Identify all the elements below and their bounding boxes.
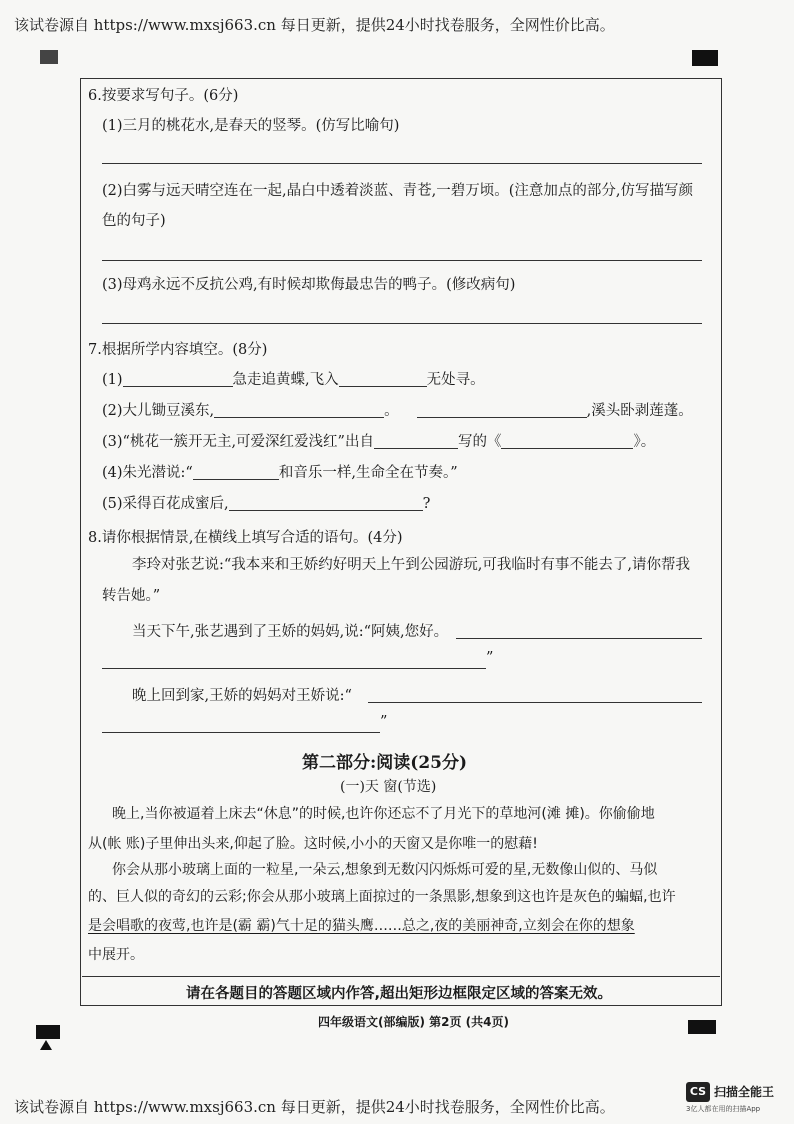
q8-close-quote: ”	[486, 650, 494, 666]
q6-s2b: 色的句子)	[102, 213, 166, 229]
q6-s3: (3)母鸡永远不反抗公鸡,有时候却欺侮最忠告的鸭子。(修改病句)	[102, 277, 516, 293]
q8-p1a: 李玲对张艺说:“我本来和王娇约好明天上午到公园游玩,可我临时有事不能去了,请你帮我	[132, 557, 691, 573]
answer-line[interactable]	[368, 702, 702, 703]
answer-line[interactable]	[456, 638, 702, 639]
blank-field[interactable]	[339, 372, 427, 387]
q7-l2a: (2)大儿锄豆溪东,	[102, 403, 215, 419]
scanner-logo-icon: CS	[686, 1082, 710, 1102]
q7-l4b: 和音乐一样,生命全在节奏。”	[278, 465, 458, 481]
q7-l2b: 。	[384, 403, 399, 419]
q7-title: 7.根据所学内容填空。(8分)	[88, 342, 268, 358]
blank-field[interactable]	[374, 434, 458, 449]
q7-line2	[102, 403, 693, 420]
q7-line3	[102, 434, 655, 451]
q7-line1	[102, 372, 485, 389]
blank-field[interactable]	[193, 465, 279, 480]
triangle-mark-icon	[40, 1040, 52, 1050]
q8-title: 8.请你根据情景,在横线上填写合适的语句。(4分)	[88, 530, 403, 546]
q6-s1: (1)三月的桃花水,是春天的竖琴。(仿写比喻句)	[102, 118, 400, 134]
blank-field[interactable]	[214, 403, 384, 418]
reading-line: 是会唱歌的夜莺,也许是(霸 霸)气十足的猫头鹰……总之,夜的美丽神奇,立刻会在你的想象	[88, 918, 635, 934]
q8-close-quote: ”	[380, 714, 388, 730]
q7-l3a: (3)“桃花一簇开无主,可爱深红爱浅红”出自	[102, 434, 374, 450]
q7-l2c: ,溪头卧剥莲蓬。	[586, 403, 693, 419]
answer-line[interactable]	[102, 668, 486, 669]
watermark-top: 该试卷源自 https://www.mxsj663.cn 每日更新，提供24小时找卷服务，全网性价比高。	[14, 16, 615, 34]
q7-line5	[102, 496, 430, 513]
alignment-mark	[692, 50, 718, 66]
blank-field[interactable]	[417, 403, 587, 418]
scanner-name: 扫描全能王	[714, 1085, 775, 1099]
q8-p3: 晚上回到家,王娇的妈妈对王娇说:“	[132, 688, 352, 704]
answer-line[interactable]	[102, 260, 702, 261]
reading-line: 从(帐 账)子里伸出头来,仰起了脸。这时候,小小的天窗又是你唯一的慰藉!	[88, 836, 538, 852]
reading-line: 中展开。	[88, 947, 144, 963]
answer-line[interactable]	[102, 163, 702, 164]
answer-line[interactable]	[102, 732, 380, 733]
q7-l1c: 无处寻。	[426, 372, 485, 388]
answer-line[interactable]	[102, 323, 702, 324]
q7-l3c: 》。	[633, 434, 656, 450]
alignment-mark	[40, 50, 58, 64]
q7-line4	[102, 465, 458, 482]
reading-line: 的、巨人似的奇幻的云彩;你会从那小玻璃上面掠过的一条黑影,想象到这也许是灰色的蝙蝠,也许	[88, 889, 676, 905]
blank-field[interactable]	[229, 496, 423, 511]
q7-l5b: ?	[422, 496, 431, 512]
q7-l5a: (5)采得百花成蜜后,	[102, 496, 229, 512]
blank-field[interactable]	[123, 372, 233, 387]
part2-title: 第二部分:阅读(25分)	[302, 753, 468, 773]
page-number: 四年级语文(部编版) 第2页 (共4页)	[318, 1015, 509, 1029]
watermark-bottom: 该试卷源自 https://www.mxsj663.cn 每日更新，提供24小时找卷服务，全网性价比高。	[14, 1098, 615, 1116]
reading-line: 晚上,当你被逼着上床去“休息”的时候,也许你还忘不了月光下的草地河(滩 摊)。你偷偷地	[112, 806, 655, 822]
part2-subtitle: (一)天 窗(节选)	[340, 779, 437, 795]
q7-l4a: (4)朱光潜说:“	[102, 465, 193, 481]
q8-p1b: 转告她。”	[102, 588, 161, 604]
scanner-tagline: 3亿人都在用的扫描App	[686, 1105, 761, 1113]
q6-title: 6.按要求写句子。(6分)	[88, 88, 239, 104]
reading-line: 你会从那小玻璃上面的一粒星,一朵云,想象到无数闪闪烁烁可爱的星,无数像山似的、马似	[112, 862, 658, 878]
alignment-mark	[688, 1020, 716, 1034]
blank-field[interactable]	[501, 434, 633, 449]
q8-p2: 当天下午,张艺遇到了王娇的妈妈,说:“阿姨,您好。	[132, 624, 449, 640]
q7-l1a: (1)	[102, 372, 123, 388]
q6-s2a: (2)白雾与远天晴空连在一起,晶白中透着淡蓝、青苍,一碧万顷。(注意加点的部分,仿写描写颜	[102, 183, 694, 199]
alignment-mark	[36, 1025, 60, 1039]
footer-note: 请在各题目的答题区域内作答,超出矩形边框限定区域的答案无效。	[186, 986, 613, 1002]
q7-l3b: 写的《	[457, 434, 502, 450]
q7-l1b: 急走追黄蝶,飞入	[232, 372, 339, 388]
